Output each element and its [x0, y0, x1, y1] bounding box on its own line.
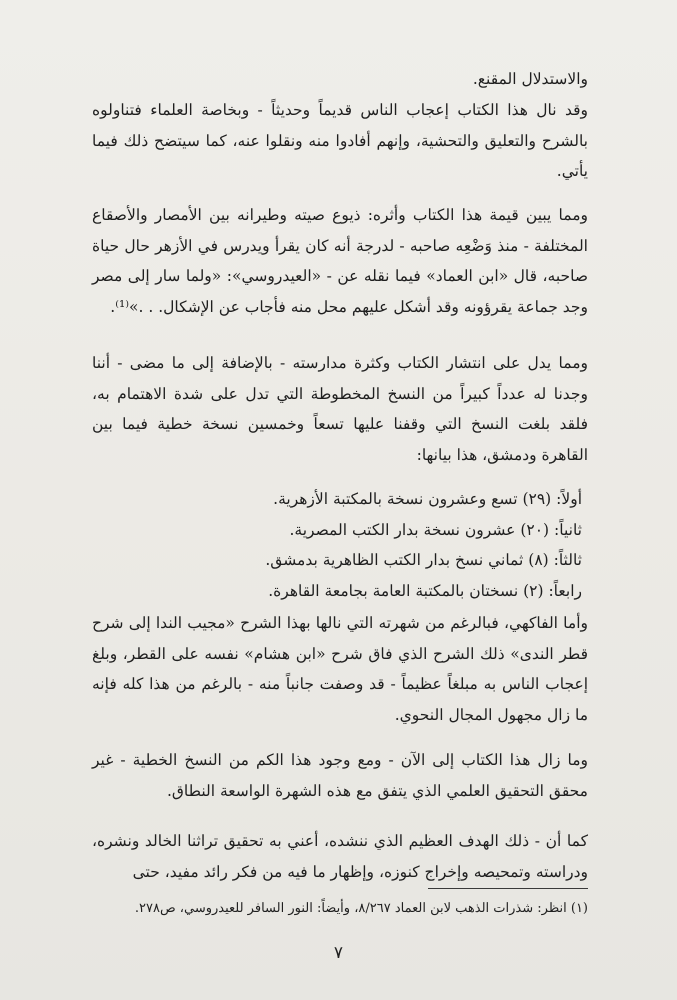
list-item: ثانياً: (٢٠) عشرون نسخة بدار الكتب المصرية. [289, 520, 582, 539]
list-item: رابعاً: (٢) نسختان بالمكتبة العامة بجامعة القاهرة. [268, 581, 582, 600]
paragraph-3: ومما يبين قيمة هذا الكتاب وأثره: ذيوع صيته وطيرانه بين الأمصار والأصقاع المختلفة - منذ وَضْعِه صاحبه - لدرجة أنه كان يقرأ ويدرس في الأزهر حال حياة صاحبه، قال «ابن العماد» فيما نقله عن - «العيدروسي»: «ولما سار إلى مصر وجد جماعة يقرؤونه وقد أشكل عليهم محل منه فأجاب عن الإشكال. . .»⁽¹⁾. [92, 206, 588, 316]
manuscript-list [92, 484, 588, 606]
list-item: ثالثاً: (٨) ثماني نسخ بدار الكتب الظاهرية بدمشق. [265, 551, 582, 570]
paragraph-7: كما أن - ذلك الهدف العظيم الذي ننشده، أعني به تحقيق تراثنا الخالد ونشره، ودراسته وتمحيصه وإخراج كنوزه، وإظهار ما فيه من فكر رائد مفيد، حتى [92, 832, 588, 881]
paragraph-5: وأما الفاكهي، فبالرغم من شهرته التي نالها بهذا الشرح «مجيب الندا إلى شرح قطر الندى» ذلك الشرح الذي فاق شرح «ابن هشام» نفسه على القطر، وبلغ إعجاب الناس به مبلغاً عظيماً - قد وصفت جانباً منه - بالرغم من هذا كله فإنه ما زال مجهول المجال النحوي. [92, 614, 588, 724]
list-item: أولاً: (٢٩) تسع وعشرون نسخة بالمكتبة الأزهرية. [273, 490, 582, 508]
footnote: (١) انظر: شذرات الذهب لابن العماد ٨/٢٦٧، وأيضاً: النور السافر للعيدروسي، ص٢٧٨. [134, 901, 588, 916]
paragraph-1: والاستدلال المقنع. [472, 70, 588, 88]
footnote-divider [428, 888, 588, 889]
paragraph-6: وما زال هذا الكتاب إلى الآن - ومع وجود هذا الكم من النسخ الخطية - غير محقق التحقيق العلمي الذي يتفق مع هذه الشهرة الواسعة النطاق. [92, 751, 588, 800]
page-number: ٧ [333, 943, 344, 963]
paragraph-4: ومما يدل على انتشار الكتاب وكثرة مدارسته - بالإضافة إلى ما مضى - أننا وجدنا له عدداً كبيراً من النسخ المخطوطة التي تدل على شدة الاهتمام به، فلقد بلغت النسخ التي وقفنا عليها تسعاً وخمسين نسخة خطية فيما بين القاهرة ودمشق، هذا بيانها: [92, 354, 588, 464]
paragraph-2: وقد نال هذا الكتاب إعجاب الناس قديماً وحديثاً - وبخاصة العلماء فتناولوه بالشرح والتعليق والتحشية، وإنهم أفادوا منه ونقلوا عنه، كما سيتضح ذلك فيما يأتي. [92, 101, 588, 181]
